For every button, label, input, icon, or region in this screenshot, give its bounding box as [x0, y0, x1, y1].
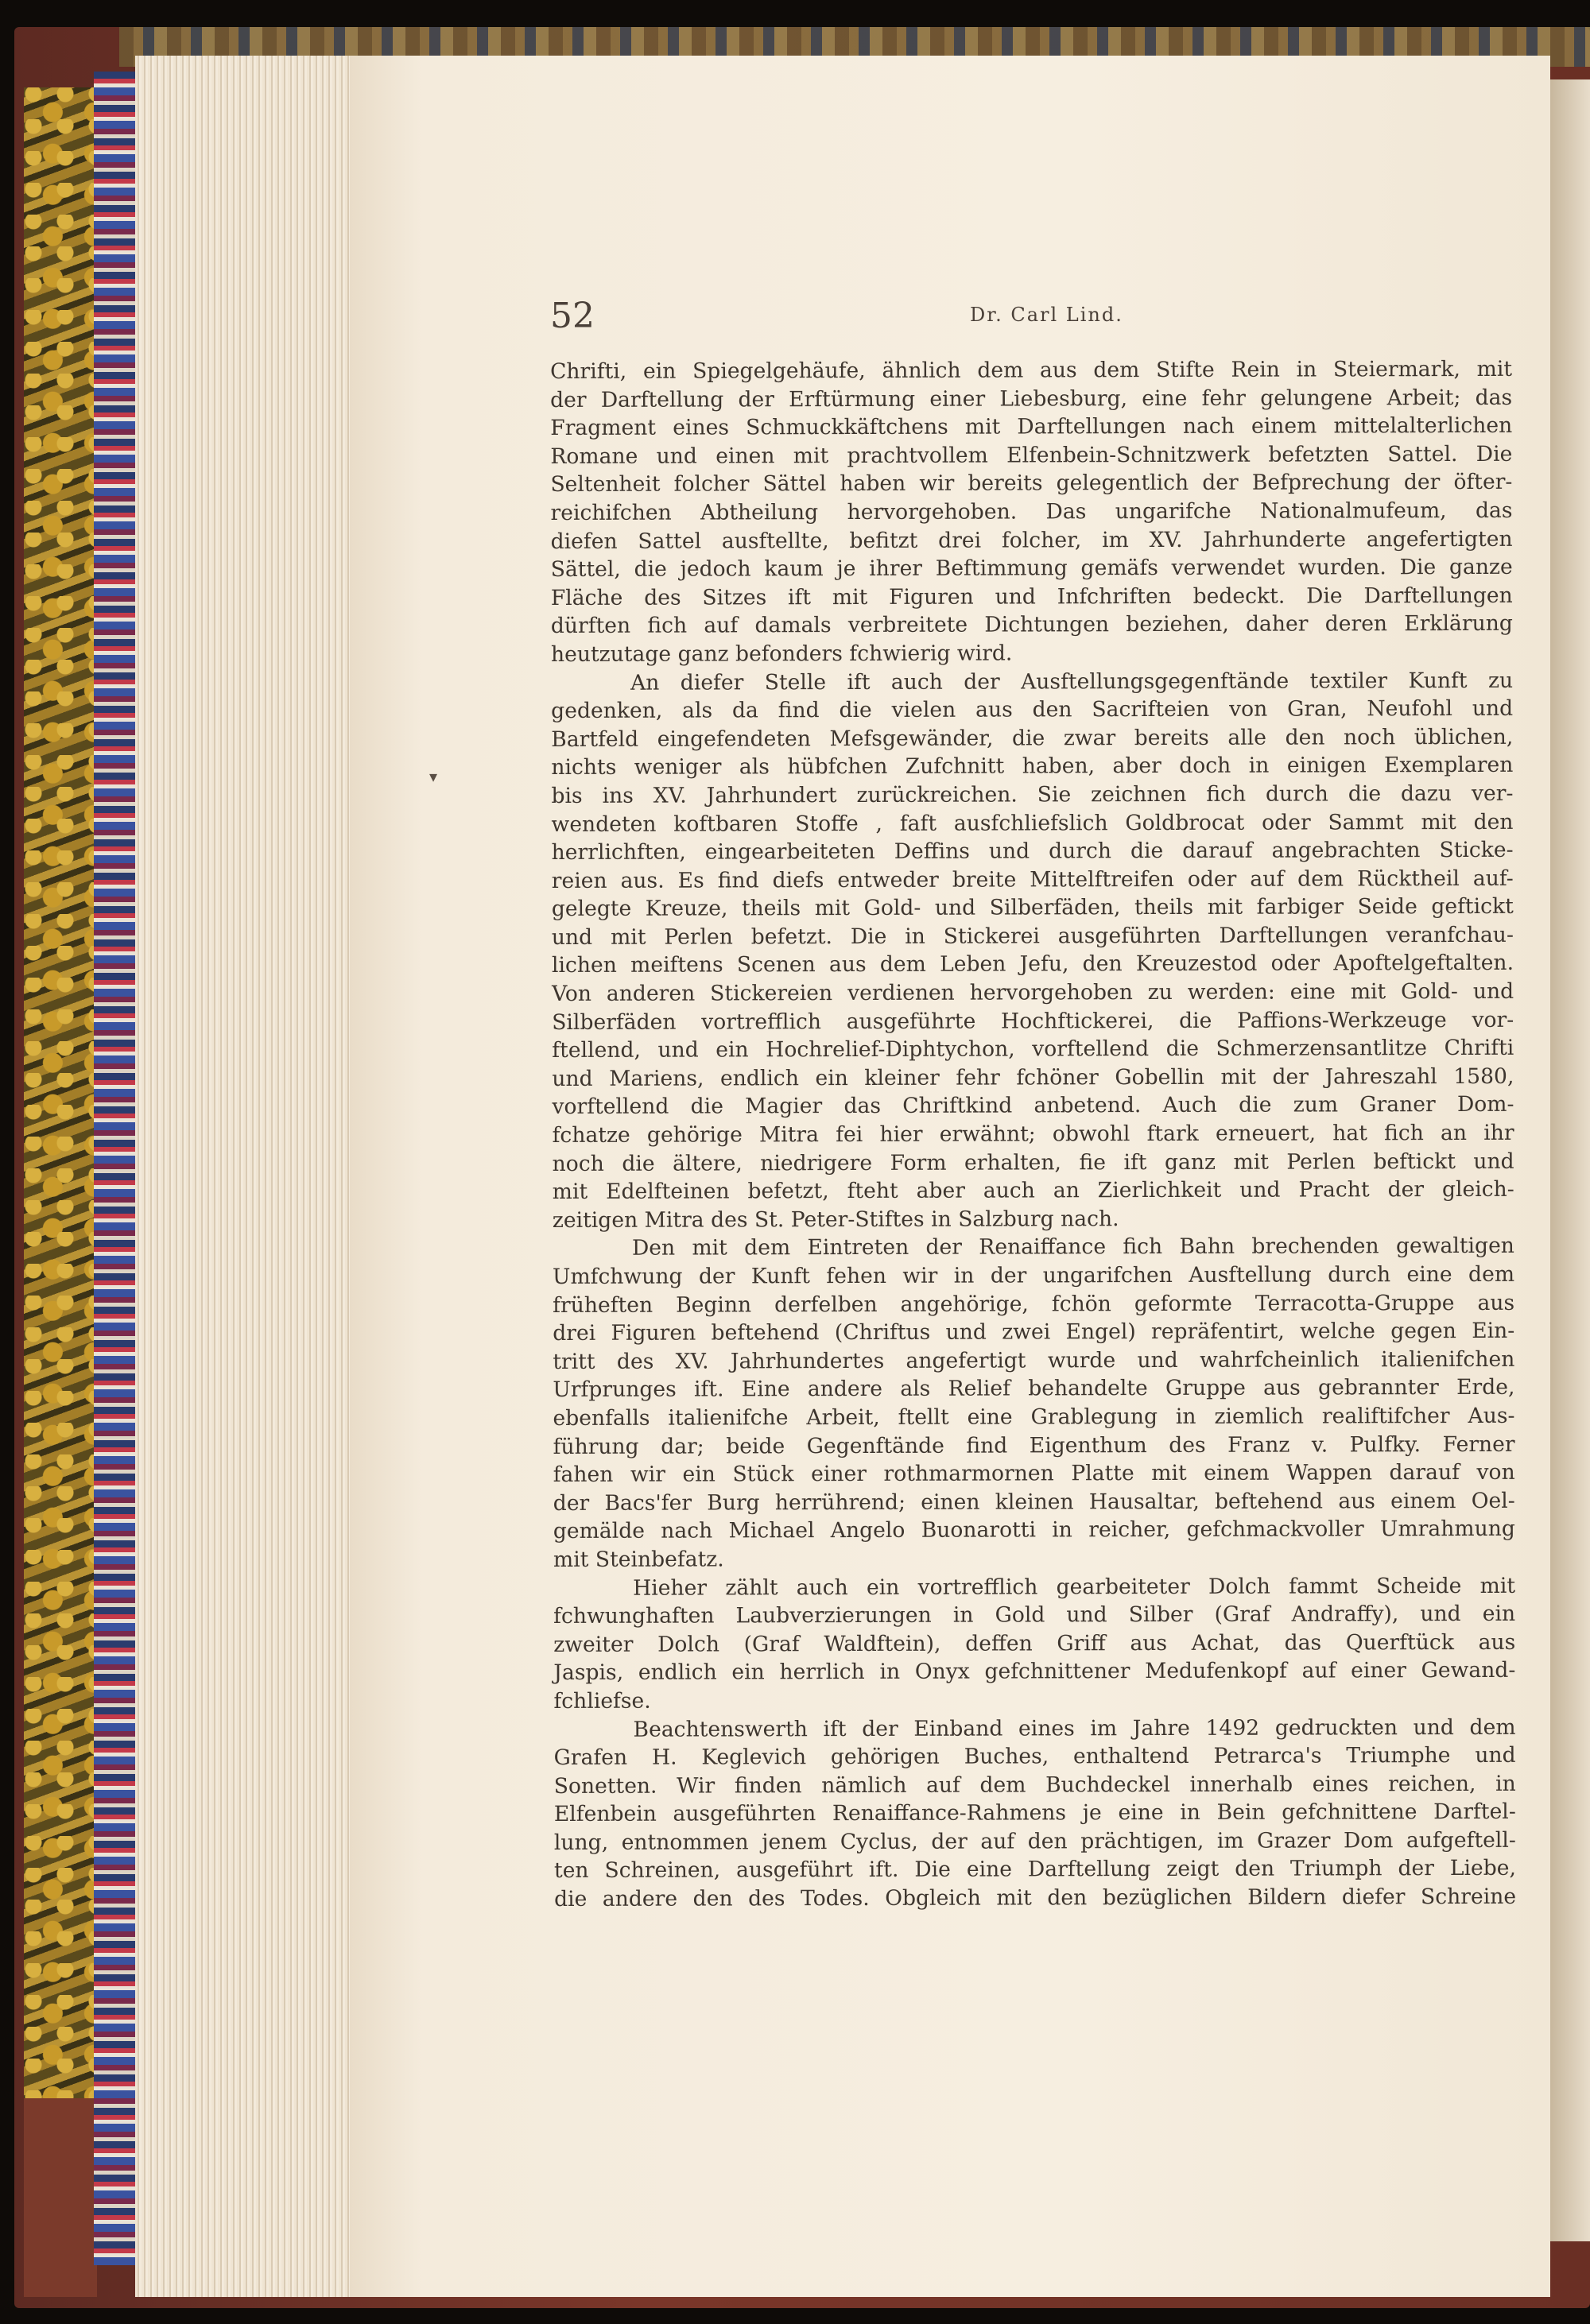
- text-line: gelegte Kreuze, theils mit Gold- und Silberfäden, theils mit farbiger Seide geftickt: [551, 894, 1514, 922]
- text-line: Fläche des Sitzes ift mit Figuren und Infchriften bedeckt. Die Darftellungen: [550, 583, 1513, 610]
- text-line: zweiter Dolch (Graf Waldftein), deffen Griff aus Achat, das Querftück aus: [553, 1629, 1516, 1657]
- body-text: [550, 355, 1516, 1914]
- text-line: noch die ältere, niedrigere Form erhalten, fie ift ganz mit Perlen beftickt und: [552, 1148, 1514, 1176]
- text-line: mit Steinbefatz.: [553, 1547, 724, 1572]
- text-line: Den mit dem Eintreten der Renaiffance fich Bahn brechenden gewaltigen: [631, 1234, 1514, 1261]
- text-line: Sättel, die jedoch kaum je ihrer Beftimmung gemäfs verwendet wurden. Die ganze: [550, 554, 1513, 583]
- facing-page-edge: [1550, 79, 1590, 2241]
- text-line: tritt des XV. Jahrhundertes angefertigt wurde und wahrfcheinlich italienifchen: [553, 1346, 1515, 1374]
- text-line: fchatze gehörige Mitra fei hier erwähnt; obwohl ftark erneuert, hat fich an ihr: [552, 1120, 1514, 1148]
- text-line: gedenken, als da find die vielen aus den Sacrifteien von Gran, Neufohl und: [551, 695, 1514, 724]
- marbled-page-edge: [94, 72, 142, 2265]
- text-line: reien aus. Es find diefs entweder breite Mittelftreifen oder auf dem Rücktheil auf-: [551, 866, 1514, 893]
- text-line: diefen Sattel ausftellte, befitzt drei folcher, im XV. Jahrhunderte angefertigten: [550, 526, 1513, 554]
- text-line: zeitigen Mitra des St. Peter-Stiftes in Salzburg nach.: [552, 1206, 1119, 1233]
- text-line: der Bacs'fer Burg herrührend; einen kleinen Hausaltar, beftehend aus einem Oel-: [553, 1488, 1515, 1516]
- text-line: bis ins XV. Jahrhundert zurückreichen. Sie zeichnen fich durch die dazu ver-: [551, 780, 1514, 808]
- text-line: Grafen H. Keglevich gehörigen Buches, enthaltend Petrarca's Triumphe und: [553, 1742, 1516, 1771]
- page-number: 52: [550, 296, 595, 336]
- text-line: die andere den des Todes. Obgleich mit den bezüglichen Bildern diefer Schreine: [554, 1884, 1517, 1912]
- page-stack-edge: [135, 56, 358, 2297]
- text-line: lung, entnommen jenem Cyclus, der auf den prächtigen, im Grazer Dom aufgeftell-: [553, 1827, 1516, 1855]
- text-line: wendeten koftbaren Stoffe , faft ausfchliefslich Goldbrocat oder Sammt mit den: [551, 809, 1514, 837]
- text-line: Urfprunges ift. Eine andere als Relief behandelte Gruppe aus gebrannter Erde,: [553, 1375, 1515, 1403]
- text-line: ftellend, und ein Hochrelief-Diphtychon, vorftellend die Schmerzensantlitze Chrifti: [552, 1036, 1514, 1063]
- text-line: ebenfalls italienifche Arbeit, ftellt eine Grablegung in ziemlich realiftifcher Aus-: [553, 1403, 1515, 1431]
- text-line: Elfenbein ausgeführten Renaiffance-Rahmens je eine in Bein gefchnittene Darftel-: [553, 1799, 1516, 1827]
- text-line: Von anderen Stickereien verdienen hervorgehoben zu werden: eine mit Gold- und: [552, 978, 1514, 1007]
- text-line: Chrifti, ein Spiegelgehäufe, ähnlich dem aus dem Stifte Rein in Steiermark, mit: [550, 356, 1513, 384]
- text-line: Jaspis, endlich ein herrlich in Onyx gefchnittener Medufenkopf auf einer Gewand-: [553, 1658, 1516, 1686]
- text-line: und mit Perlen befetzt. Die in Stickerei ausgeführten Darftellungen veranfchau-: [551, 922, 1514, 950]
- text-line: ten Schreinen, ausgeführt ift. Die eine Darftellung zeigt den Triumph der Liebe,: [553, 1856, 1517, 1884]
- text-line: gemälde nach Michael Angelo Buonarotti in reicher, gefchmackvoller Umrahmung: [553, 1516, 1515, 1544]
- text-line: und Mariens, endlich ein kleiner fehr fchöner Gobellin mit der Jahreszahl 1580,: [552, 1063, 1514, 1091]
- margin-mark: ▾: [429, 767, 438, 786]
- text-line: früheften Beginn derfelben angehörige, fchön geformte Terracotta-Gruppe aus: [553, 1290, 1515, 1318]
- text-line: mit Edelfteinen befetzt, fteht aber auch an Zierlichkeit und Pracht der gleich-: [552, 1177, 1514, 1205]
- text-line: fchwunghaften Laubverzierungen in Gold und Silber (Graf Andraffy), und ein: [553, 1601, 1516, 1629]
- text-line: Seltenheit folcher Sättel haben wir bereits gelegentlich der Befprechung der öfter-: [550, 470, 1513, 498]
- text-line: Romane und einen mit prachtvollem Elfenbein-Schnitzwerk befetzten Sattel. Die: [550, 441, 1513, 469]
- text-line: nichts weniger als hübfchen Zufchnitt haben, aber doch in einigen Exemplaren: [551, 753, 1514, 780]
- marbled-endpaper: [24, 87, 97, 2114]
- text-line: Umfchwung der Kunft fehen wir in der ungarifchen Ausftellung durch eine dem: [552, 1261, 1515, 1289]
- text-line: lichen meiftens Scenen aus dem Leben Jefu, den Kreuzestod oder Apoftelgeftalten.: [551, 951, 1514, 978]
- text-line: vorftellend die Magier das Chriftkind anbetend. Auch die zum Graner Dom-: [552, 1092, 1514, 1120]
- text-line: dürften fich auf damals verbreitete Dichtungen beziehen, daher deren Erklärung: [550, 611, 1513, 639]
- text-line: Silberfäden vortrefflich ausgeführte Hochftickerei, die Paffions-Werkzeuge vor-: [552, 1007, 1514, 1035]
- running-head: Dr. Carl Lind.: [970, 304, 1123, 326]
- book-cover-corner: [24, 2098, 97, 2297]
- text-line: fchliefse.: [553, 1688, 651, 1714]
- text-line: herrlichften, eingearbeiteten Deffins und durch die darauf angebrachten Sticke-: [551, 837, 1514, 866]
- text-line: Bartfeld eingefendeten Mefsgewänder, die zwar bereits alle den noch üblichen,: [551, 724, 1514, 752]
- text-line: Hieher zählt auch ein vortrefflich gearbeiteter Dolch fammt Scheide mit: [633, 1573, 1516, 1601]
- text-line: An diefer Stelle ift auch der Ausftellungsgegenftände textiler Kunft zu: [630, 668, 1514, 695]
- text-line: Fragment eines Schmuckkäftchens mit Darftellungen nach einem mittelalterlichen: [550, 413, 1513, 441]
- text-line: fahen wir ein Stück einer rothmarmornen Platte mit einem Wappen darauf von: [553, 1459, 1515, 1488]
- text-line: heutzutage ganz befonders fchwierig wird.: [550, 641, 1013, 667]
- text-line: Beachtenswerth ift der Einband eines im Jahre 1492 gedruckten und dem: [633, 1714, 1516, 1742]
- text-line: der Darftellung der Erftürmung einer Liebesburg, eine fehr gelungene Arbeit; das: [550, 385, 1513, 413]
- text-line: drei Figuren beftehend (Chriftus und zwei Engel) repräfentirt, welche gegen Ein-: [553, 1319, 1515, 1346]
- text-line: Sonetten. Wir finden nämlich auf dem Buchdeckel innerhalb eines reichen, in: [553, 1771, 1516, 1799]
- text-line: reichifchen Abtheilung hervorgehoben. Das ungarifche Nationalmufeum, das: [550, 498, 1513, 525]
- text-line: führung dar; beide Gegenftände find Eigenthum des Franz v. Pulfky. Ferner: [553, 1431, 1515, 1459]
